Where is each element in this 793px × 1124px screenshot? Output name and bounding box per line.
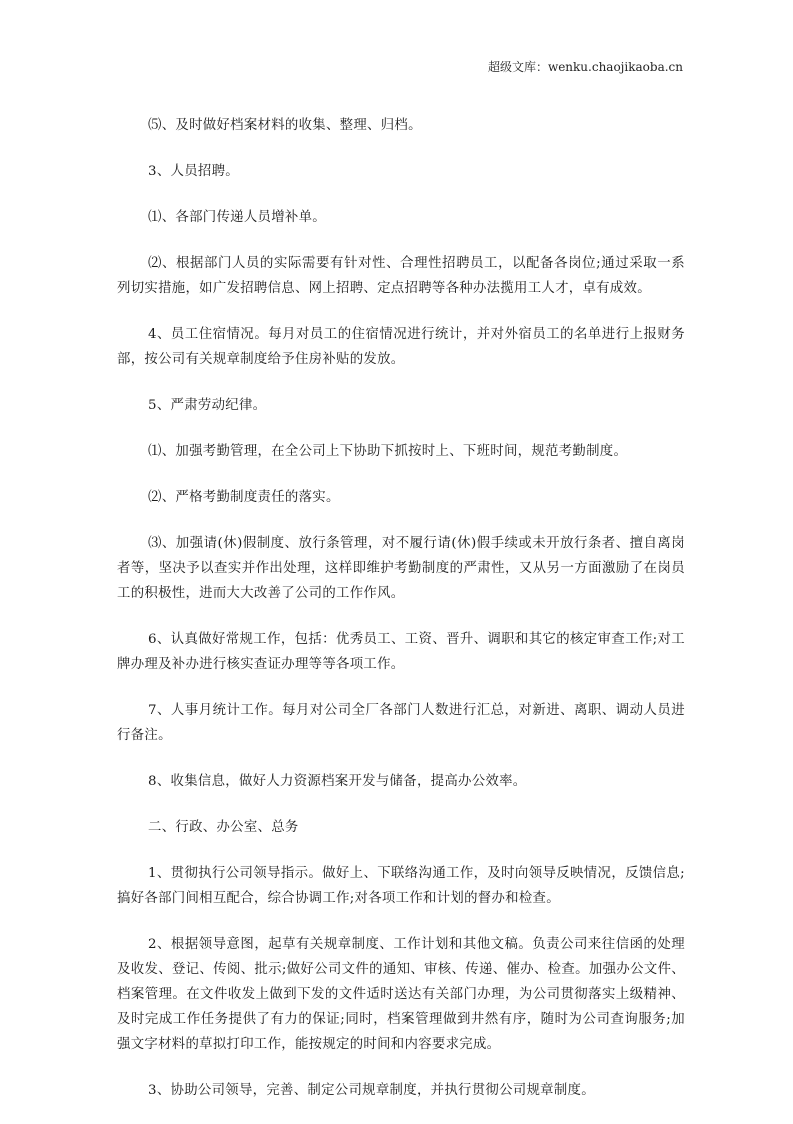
paragraph-information: 8、收集信息，做好人力资源档案开发与储备，提高办公效率。 — [148, 774, 527, 789]
heading-recruitment: 3、人员招聘。 — [148, 164, 239, 179]
paragraph-admin-1: 1、贯彻执行公司领导指示。做好上、下联络沟通工作，及时向领导反映情况，反馈信息;搞好各部门间相互配合，综合协调工作;对各项工作和计划的督办和检查。 — [117, 866, 685, 906]
heading-admin-office: 二、行政、办公室、总务 — [148, 820, 299, 835]
paragraph-admin-3: 3、协助公司领导，完善、制定公司规章制度，并执行贯彻公司规章制度。 — [148, 1083, 595, 1098]
paragraph-recruit-2: ⑵、根据部门人员的实际需要有针对性、合理性招聘员工，以配备各岗位;通过采取一系列切实措施，如广发招聘信息、网上招聘、定点招聘等各种办法揽用工人才，卓有成效。 — [117, 256, 685, 296]
site-header: 超级文库：wenku.chaojikaoba.cn — [487, 60, 683, 74]
paragraph-recruit-1: ⑴、各部门传递人员增补单。 — [148, 210, 326, 225]
paragraph-housing: 4、员工住宿情况。每月对员工的住宿情况进行统计，并对外宿员工的名单进行上报财务部，按公司有关规章制度给予住房补贴的发放。 — [117, 327, 685, 367]
paragraph-admin-2: 2、根据领导意图，起草有关规章制度、工作计划和其他文稿。负责公司来往信函的处理及收发、登记、传阅、批示;做好公司文件的通知、审核、传递、催办、检查。加强办公文件、档案管理。在文件收发上做到下发的文件适时送达有关部门办理，为公司贯彻落实上级精神、及时完成工作任务提供了有力的保证;同时，档案管理做到井然有序，随时为公司查询服务;加强文字材料的草拟打印工作，能按规定的时间和内容要求完成。 — [117, 937, 685, 1052]
heading-discipline: 5、严肃劳动纪律。 — [148, 398, 267, 413]
paragraph-discipline-3: ⑶、加强请(休)假制度、放行条管理，对不履行请(休)假手续或未开放行条者、擅自离岗者等，坚决予以查实并作出处理，这样即维护考勤制度的严肃性，又从另一方面激励了在岗员工的积极性，进而大大改善了公司的工作作风。 — [117, 536, 685, 601]
paragraph-routine: 6、认真做好常规工作，包括：优秀员工、工资、晋升、调职和其它的核定审查工作;对工牌办理及补办进行核实查证办理等等各项工作。 — [117, 632, 685, 672]
paragraph-discipline-2: ⑵、严格考勤制度责任的落实。 — [148, 490, 340, 505]
paragraph-statistics: 7、人事月统计工作。每月对公司全厂各部门人数进行汇总，对新进、离职、调动人员进行备注。 — [117, 703, 685, 743]
paragraph-archive: ⑸、及时做好档案材料的收集、整理、归档。 — [148, 118, 422, 133]
document-body — [117, 113, 685, 1124]
paragraph-discipline-1: ⑴、加强考勤管理，在全公司上下协助下抓按时上、下班时间，规范考勤制度。 — [148, 444, 628, 459]
